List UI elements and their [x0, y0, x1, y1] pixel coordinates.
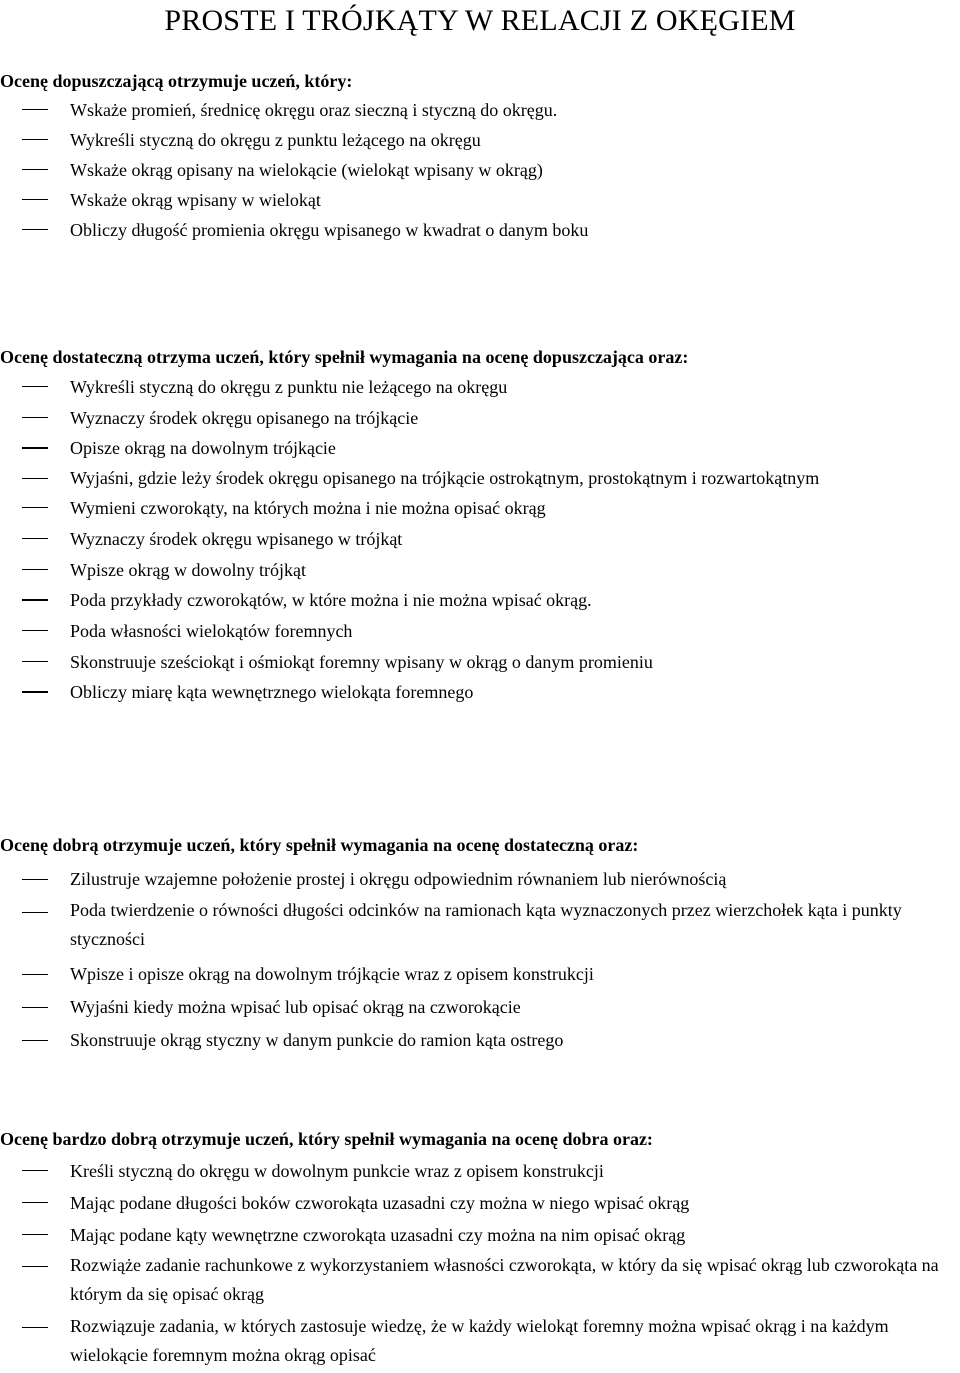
requirements-list	[0, 863, 960, 1057]
list-item	[0, 863, 960, 896]
dash-bullet-icon	[22, 386, 48, 387]
list-item-text: Poda twierdzenie o równości długości odcinków na ramionach kąta wyznaczonych przez wierzchołek kąta i punkty styczności	[70, 900, 902, 949]
dash-bullet-icon	[22, 691, 48, 692]
list-item-text: Wymieni czworokąty, na których można i nie można opisać okrąg	[70, 498, 546, 519]
section-grade-very-good	[0, 1127, 960, 1373]
list-item-text: Rozwiązuje zadania, w których zastosuje wiedzę, że w każdy wielokąt foremny można wpisać okrąg i na każdym wielokącie foremnym można okrąg opisać	[70, 1316, 889, 1365]
list-item	[0, 464, 960, 493]
list-item-text: Wskaże promień, średnicę okręgu oraz sieczną i styczną do okręgu.	[70, 100, 558, 120]
list-item-text: Wpisze i opisze okrąg na dowolnym trójkącie wraz z opisem konstrukcji	[70, 964, 594, 984]
list-item	[0, 1251, 960, 1312]
section-grade-satisfactory	[0, 345, 960, 708]
dash-bullet-icon	[22, 912, 48, 913]
list-item-text: Rozwiąże zadanie rachunkowe z wykorzystaniem własności czworokąta, w który da się wpisać okrąg lub czworokąta na którym da się opisać okrąg	[70, 1255, 939, 1304]
section-heading: Ocenę dobrą otrzymuje uczeń, który spełnił wymagania na ocenę dostateczną oraz:	[0, 835, 639, 855]
list-item	[0, 95, 960, 125]
list-item	[0, 1024, 960, 1057]
document-title: PROSTE I TRÓJKĄTY W RELACJI Z OKĘGIEM	[164, 4, 796, 37]
list-item-text: Wskaże okrąg wpisany w wielokąt	[70, 190, 321, 210]
dash-bullet-icon	[22, 1234, 48, 1235]
section-grade-good	[0, 833, 960, 1057]
list-item-text: Skonstruuje sześciokąt i ośmiokąt foremny wpisany w okrąg o danym promieniu	[70, 651, 653, 672]
list-item	[0, 524, 960, 555]
list-item-text: Kreśli styczną do okręgu w dowolnym punkcie wraz z opisem konstrukcji	[70, 1161, 604, 1181]
dash-bullet-icon	[22, 169, 48, 170]
list-item-text: Poda własności wielokątów foremnych	[70, 620, 353, 641]
list-item	[0, 1187, 960, 1219]
list-item-text: Wyjaśni, gdzie leży środek okręgu opisanego na trójkącie ostrokątnym, prostokątnym i rozwartokątnym	[70, 468, 820, 489]
list-item	[0, 1312, 960, 1373]
list-item	[0, 555, 960, 586]
list-item	[0, 372, 960, 403]
list-item	[0, 896, 960, 958]
dash-bullet-icon	[22, 1266, 48, 1267]
list-item-text: Skonstruuje okrąg styczny w danym punkcie do ramion kąta ostrego	[70, 1030, 564, 1050]
list-item	[0, 215, 960, 245]
list-item-text: Wyjaśni kiedy można wpisać lub opisać okrąg na czworokącie	[70, 997, 521, 1017]
list-item-text: Mając podane długości boków czworokąta uzasadni czy można w niego wpisać okrąg	[70, 1193, 690, 1213]
dash-bullet-icon	[22, 1040, 48, 1041]
list-item	[0, 433, 960, 464]
dash-bullet-icon	[22, 417, 48, 418]
dash-bullet-icon	[22, 1007, 48, 1008]
list-item	[0, 647, 960, 678]
list-item	[0, 1155, 960, 1187]
dash-bullet-icon	[22, 1327, 48, 1328]
dash-bullet-icon	[22, 139, 48, 140]
list-item-text: Obliczy miarę kąta wewnętrznego wielokąta foremnego	[70, 682, 474, 703]
list-item-text: Opisze okrąg na dowolnym trójkącie	[70, 438, 336, 459]
dash-bullet-icon	[22, 879, 48, 880]
list-item	[0, 616, 960, 647]
list-item	[0, 585, 960, 616]
requirements-list	[0, 372, 960, 708]
section-heading: Ocenę bardzo dobrą otrzymuje uczeń, który spełnił wymagania na ocenę dobra oraz:	[0, 1129, 653, 1149]
list-item	[0, 958, 960, 991]
dash-bullet-icon	[22, 229, 48, 230]
dash-bullet-icon	[22, 109, 48, 110]
dash-bullet-icon	[22, 974, 48, 975]
dash-bullet-icon	[22, 447, 48, 448]
dash-bullet-icon	[22, 1170, 48, 1171]
list-item-text: Wykreśli styczną do okręgu z punktu nie leżącego na okręgu	[70, 377, 508, 397]
list-item-text: Wyznaczy środek okręgu opisanego na trójkącie	[70, 407, 419, 428]
list-item-text: Poda przykłady czworokątów, w które można i nie można wpisać okrąg.	[70, 590, 592, 611]
section-grade-sufficient	[0, 69, 960, 245]
list-item-text: Wpisze okrąg w dowolny trójkąt	[70, 559, 306, 580]
list-item	[0, 493, 960, 524]
list-item	[0, 1219, 960, 1251]
list-item-text: Obliczy długość promienia okręgu wpisanego w kwadrat o danym boku	[70, 220, 589, 240]
section-heading: Ocenę dopuszczającą otrzymuje uczeń, który:	[0, 71, 353, 91]
list-item	[0, 991, 960, 1024]
dash-bullet-icon	[22, 538, 48, 539]
list-item	[0, 677, 960, 708]
list-item	[0, 155, 960, 185]
list-item	[0, 185, 960, 215]
list-item	[0, 403, 960, 434]
dash-bullet-icon	[22, 478, 48, 479]
list-item-text: Zilustruje wzajemne położenie prostej i okręgu odpowiednim równaniem lub nierównością	[70, 869, 727, 889]
dash-bullet-icon	[22, 630, 48, 631]
dash-bullet-icon	[22, 661, 48, 662]
list-item-text: Mając podane kąty wewnętrzne czworokąta uzasadni czy można na nim opisać okrąg	[70, 1225, 686, 1245]
section-heading: Ocenę dostateczną otrzyma uczeń, który spełnił wymagania na ocenę dopuszczająca oraz:	[0, 347, 689, 367]
dash-bullet-icon	[22, 569, 48, 570]
dash-bullet-icon	[22, 199, 48, 200]
requirements-list	[0, 95, 960, 245]
list-item	[0, 125, 960, 155]
list-item-text: Wykreśli styczną do okręgu z punktu leżącego na okręgu	[70, 130, 481, 150]
dash-bullet-icon	[22, 507, 48, 508]
dash-bullet-icon	[22, 599, 48, 600]
requirements-list	[0, 1155, 960, 1373]
dash-bullet-icon	[22, 1202, 48, 1203]
list-item-text: Wskaże okrąg opisany na wielokącie (wielokąt wpisany w okrąg)	[70, 160, 543, 180]
list-item-text: Wyznaczy środek okręgu wpisanego w trójkąt	[70, 528, 403, 549]
